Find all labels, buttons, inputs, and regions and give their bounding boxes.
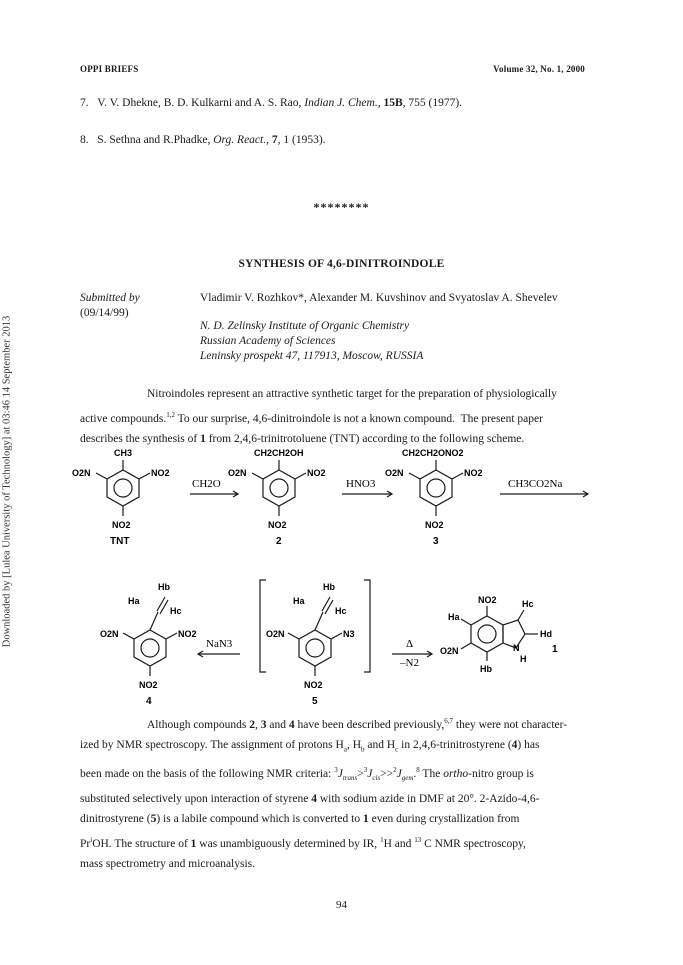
svg-text:Hc: Hc <box>170 606 182 616</box>
svg-text:O2N: O2N <box>266 629 285 639</box>
reagent-heat: Δ <box>406 638 414 650</box>
affiliation-line-1: N. D. Zelinsky Institute of Organic Chemistry <box>200 320 410 332</box>
article-title: SYNTHESIS OF 4,6-DINITROINDOLE <box>238 258 445 270</box>
section-separator: ******** <box>313 200 370 214</box>
reagent-nan3: NaN3 <box>206 638 233 650</box>
svg-text:O2N: O2N <box>228 468 247 478</box>
tnt-ring-circle <box>114 479 132 497</box>
svg-text:NO2: NO2 <box>425 520 444 530</box>
compound-4-ring <box>134 630 166 666</box>
svg-text:O2N: O2N <box>100 629 119 639</box>
svg-text:O2N: O2N <box>440 646 459 656</box>
svg-text:NO2: NO2 <box>268 520 287 530</box>
reagent-minus-n2: –N2 <box>400 657 419 669</box>
label-compound-2: 2 <box>276 536 282 547</box>
reference-8: 8. S. Sethna and R.Phadke, Org. React., 7, 1 (1953). <box>80 134 326 146</box>
compound-5-ring <box>299 630 331 666</box>
svg-text:O2N: O2N <box>72 468 91 478</box>
intro-line-2: active compounds.$^{1,2}$ To our surprise, 4,6-dinitroindole is not a known compound. The present paper <box>80 410 543 425</box>
compound-3-ring <box>420 470 452 506</box>
discussion-line-2: ized by NMR spectroscopy. The assignment of protons $H_a$, $H_b$ and $H_c$ in 2,4,6-trinitrostyrene (4) has <box>80 739 540 754</box>
svg-text:NO2: NO2 <box>112 520 131 530</box>
label-compound-5: 5 <box>312 696 318 707</box>
tnt-ring <box>107 470 139 506</box>
svg-text:N: N <box>513 643 520 653</box>
running-header-right: Volume 32, No. 1, 2000 <box>493 64 585 74</box>
reaction-scheme <box>0 440 683 707</box>
submitted-label: Submitted by <box>80 292 140 304</box>
reagent-ch3co2na: CH3CO2Na <box>508 478 563 490</box>
svg-text:H: H <box>520 654 527 664</box>
reagent-hno3: HNO3 <box>346 478 376 490</box>
svg-text:NO2: NO2 <box>304 680 323 690</box>
svg-text:Hb: Hb <box>158 582 170 592</box>
discussion-line-7: mass spectrometry and microanalysis. <box>80 858 256 871</box>
svg-text:NO2: NO2 <box>464 468 483 478</box>
download-stamp: Downloaded by [Lulea University of Technology] at 03:46 14 September 2013 <box>1 315 13 648</box>
label-tnt: TNT <box>110 536 130 547</box>
page-number: 94 <box>336 899 347 911</box>
reference-7: 7. V. V. Dhekne, B. D. Kulkarni and A. S. Rao, Indian J. Chem., 15B, 755 (1977). <box>80 97 463 109</box>
svg-text:Ha: Ha <box>293 596 305 606</box>
svg-text:Hb: Hb <box>480 664 492 674</box>
discussion-paragraph <box>80 711 600 875</box>
svg-text:N3: N3 <box>343 629 355 639</box>
label-ch2ch2ono2: CH2CH2ONO2 <box>402 448 464 458</box>
discussion-line-1: Although compounds 2, 3 and 4 have been described previously,$^{6,7}$ they were not character- <box>147 717 568 731</box>
svg-text:Hc: Hc <box>522 599 534 609</box>
label-compound-3: 3 <box>433 536 439 547</box>
label-ch3: CH3 <box>114 448 133 458</box>
affiliation-line-3: Leninsky prospekt 47, 117913, Moscow, RUSSIA <box>200 350 424 362</box>
svg-text:Hd: Hd <box>540 629 552 639</box>
label-compound-4: 4 <box>146 696 152 707</box>
indole-benzene-ring <box>471 616 503 652</box>
submitted-date: (09/14/99) <box>80 307 129 319</box>
svg-text:Hb: Hb <box>323 582 335 592</box>
intro-line-1: Nitroindoles represent an attractive synthetic target for the preparation of physiologically <box>147 388 557 400</box>
label-ch2ch2oh: CH2CH2OH <box>254 448 304 458</box>
discussion-line-6: Pr$^i$OH. The structure of 1 was unambiguously determined by IR, $^1$H and $^{13}$ C NMR spectroscopy, <box>80 835 526 850</box>
svg-text:Ha: Ha <box>128 596 140 606</box>
author-list: Vladimir V. Rozhkov*, Alexander M. Kuvshinov and Svyatoslav A. Shevelev <box>200 292 558 304</box>
intro-line-3: describes the synthesis of 1 from 2,4,6-trinitrotoluene (TNT) according to the following scheme. <box>80 432 525 445</box>
svg-text:NO2: NO2 <box>307 468 326 478</box>
svg-text:Ha: Ha <box>448 612 460 622</box>
discussion-line-5: dinitrostyrene (5) is a labile compound which is converted to 1 even during crystallization from <box>80 813 520 826</box>
compound-2-ring <box>263 470 295 506</box>
label-compound-1: 1 <box>552 644 558 655</box>
svg-text:NO2: NO2 <box>151 468 170 478</box>
svg-text:NO2: NO2 <box>139 680 158 690</box>
discussion-line-3: been made on the basis of the following NMR criteria: $^3J_{trans}>^3J_{cis}>>^2J_{gem}.^8$ The ortho-nitro group is <box>80 766 534 783</box>
discussion-line-4: substituted selectively upon interaction of styrene 4 with sodium azide in DMF at 20°. 2-Azido-4,6- <box>80 792 540 805</box>
svg-text:NO2: NO2 <box>178 629 197 639</box>
svg-text:O2N: O2N <box>385 468 404 478</box>
running-header-left: OPPI BRIEFS <box>80 64 139 74</box>
svg-text:Hc: Hc <box>335 606 347 616</box>
affiliation-line-2: Russian Academy of Sciences <box>200 335 336 347</box>
reagent-ch2o: CH2O <box>192 478 221 490</box>
svg-text:NO2: NO2 <box>478 595 497 605</box>
